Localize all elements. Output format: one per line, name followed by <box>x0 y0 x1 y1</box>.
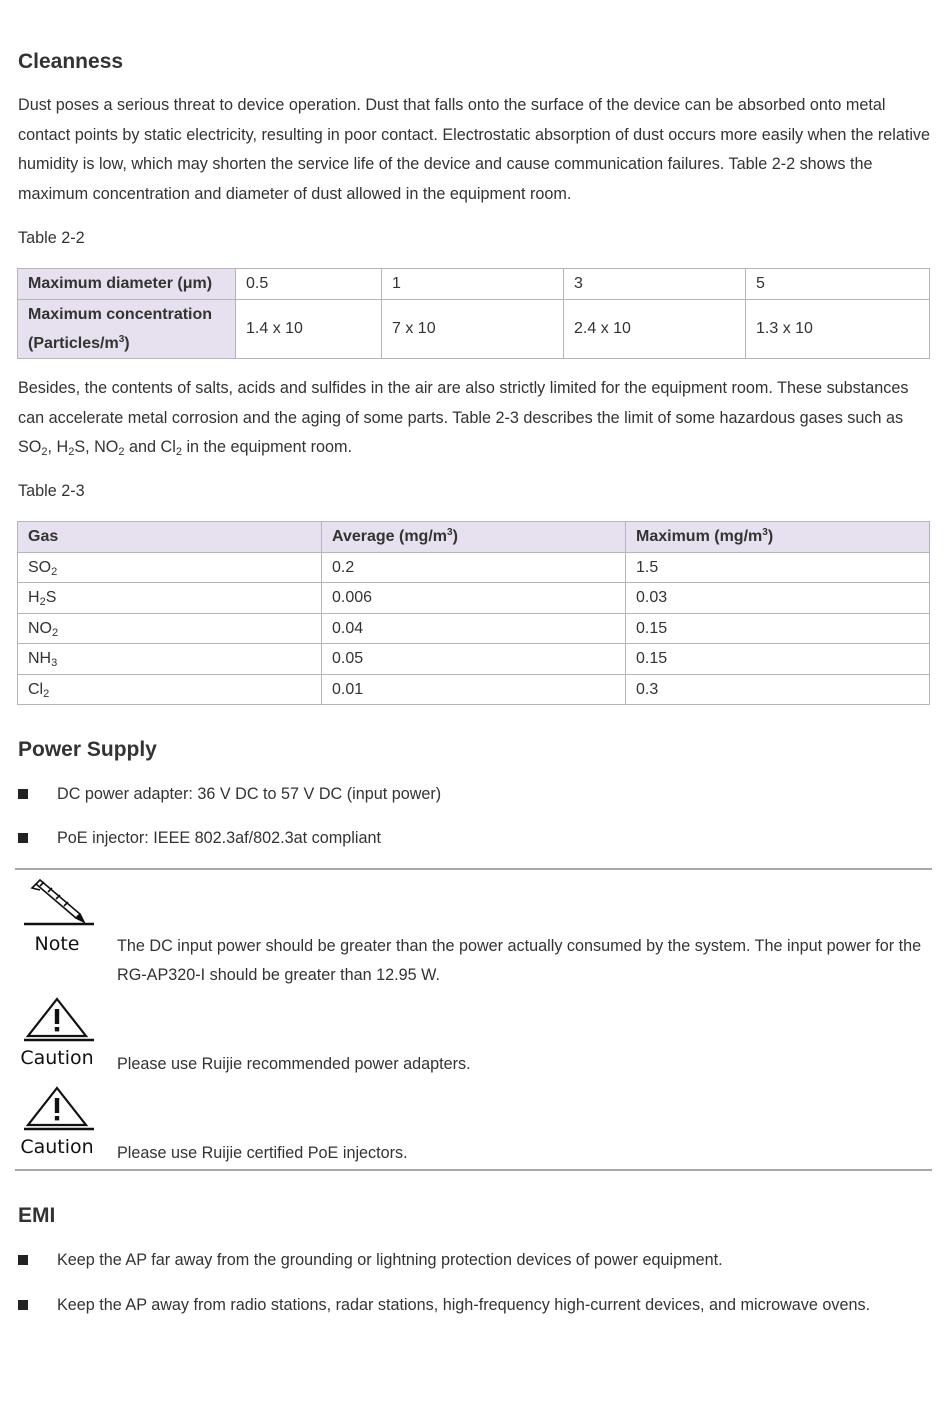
section-heading-cleanness: Cleanness <box>18 50 124 73</box>
subscript: 2 <box>68 446 75 459</box>
header-line-2-end: ) <box>124 335 130 352</box>
header-text: Average (mg/m <box>332 528 447 545</box>
table-cell: 0.3 <box>626 675 930 705</box>
list-item-text: Keep the AP away from radio stations, radar stations, high-frequency high-current devices, and microwave ovens. <box>57 1296 871 1314</box>
gas-name: SO <box>28 558 52 576</box>
caution-callout-icon <box>18 1085 96 1158</box>
section-heading-power-supply: Power Supply <box>18 738 157 761</box>
gas-suffix: S <box>45 589 57 606</box>
subscript: 3 <box>51 657 58 669</box>
table-cell: 1 <box>382 269 564 300</box>
table-cell: 0.2 <box>322 553 626 583</box>
table-cell: 1.4 x 10 <box>236 300 382 359</box>
note-callout-icon <box>18 878 96 955</box>
table-cell: 0.01 <box>322 675 626 705</box>
table-row <box>18 644 930 675</box>
table-cell: 0.05 <box>322 644 626 675</box>
superscript: 3 <box>447 527 453 538</box>
section-heading-emi: EMI <box>18 1204 56 1227</box>
table-header-cell: Maximum diameter (μm) <box>18 269 236 300</box>
gas-name: NO <box>28 619 52 637</box>
table-row <box>18 300 930 359</box>
table-cell: 0.15 <box>626 644 930 675</box>
table-header-cell <box>322 522 626 553</box>
table-cell: 0.03 <box>626 583 930 614</box>
table-2-2-caption: Table 2-2 <box>18 229 85 247</box>
table-header-cell <box>626 522 930 553</box>
table-cell: 5 <box>746 269 930 300</box>
table-2-3 <box>17 521 930 705</box>
text-run: , H <box>47 438 69 457</box>
subscript: 2 <box>39 596 46 608</box>
header-line-2: (Particles/m <box>28 335 119 352</box>
table-header-cell <box>18 300 236 359</box>
caution-label: Caution <box>20 1136 94 1158</box>
subscript: 2 <box>52 626 59 639</box>
table-2-3-caption: Table 2-3 <box>18 482 85 500</box>
list-item-text: Keep the AP far away from the grounding or lightning protection devices of power equipment. <box>57 1251 723 1269</box>
gas-cell <box>18 553 322 583</box>
caution-label: Caution <box>20 1047 94 1069</box>
subscript: 2 <box>41 446 48 459</box>
table-header-row <box>18 522 930 553</box>
square-bullet-icon <box>18 1255 28 1265</box>
table-header-cell: Gas <box>18 522 322 553</box>
table-cell: 1.5 <box>626 553 930 583</box>
caution-text-2: Please use Ruijie certified PoE injectors. <box>117 1144 408 1162</box>
text-run: and Cl <box>124 438 176 457</box>
table-row <box>18 675 930 705</box>
cleanness-paragraph-1: Dust poses a serious threat to device operation. Dust that falls onto the surface of the device can be absorbed onto metal contact points by static electricity, resulting in poor contact. Electrostatic absorption of dust occurs more easily when the relative humidity is low, which may shorten the service life of the device and cause communication failures. Table 2-2 shows the maximum concentration and diameter of dust allowed in the equipment room. <box>18 96 931 204</box>
caution-text-1: Please use Ruijie recommended power adapters. <box>117 1055 471 1073</box>
gas-cell <box>18 644 322 675</box>
square-bullet-icon <box>18 833 28 843</box>
note-label: Note <box>34 933 80 955</box>
list-item-text: PoE injector: IEEE 802.3af/802.3at compliant <box>57 829 381 847</box>
caution-callout-icon <box>18 996 96 1069</box>
table-cell: 0.5 <box>236 269 382 300</box>
warning-triangle-icon <box>18 996 96 1042</box>
table-row <box>18 614 930 644</box>
gas-cell <box>18 583 322 614</box>
table-cell: 0.006 <box>322 583 626 614</box>
table-row <box>18 553 930 583</box>
subscript: 2 <box>175 446 182 459</box>
table-cell: 7 x 10 <box>382 300 564 359</box>
gas-name: NH <box>28 650 52 667</box>
square-bullet-icon <box>18 1300 28 1310</box>
superscript: 3 <box>118 334 125 345</box>
list-item-text: DC power adapter: 36 V DC to 57 V DC (input power) <box>57 785 442 803</box>
table-row <box>18 269 930 300</box>
gas-cell <box>18 675 322 705</box>
subscript: 2 <box>118 446 125 459</box>
table-2-2 <box>17 268 930 359</box>
table-cell: 0.04 <box>322 614 626 644</box>
gas-name: Cl <box>28 680 44 698</box>
divider-bottom <box>15 1169 932 1171</box>
gas-cell <box>18 614 322 644</box>
table-row <box>18 583 930 614</box>
subscript: 2 <box>51 565 58 578</box>
text-run: S, NO <box>74 438 119 457</box>
pencil-icon <box>18 878 96 928</box>
warning-triangle-icon <box>18 1085 96 1131</box>
header-text-end: ) <box>767 528 774 545</box>
note-text: The DC input power should be greater than the power actually consumed by the system. The input power for the RG-AP320-I should be greater than 12.95 W. <box>117 937 922 984</box>
divider-top <box>15 868 932 870</box>
text-run: in the equipment room. <box>181 438 353 457</box>
table-cell: 0.15 <box>626 614 930 644</box>
header-text: Maximum (mg/m <box>636 528 763 545</box>
header-text-end: ) <box>452 528 458 545</box>
table-cell: 1.3 x 10 <box>746 300 930 359</box>
superscript: 3 <box>762 527 768 538</box>
table-cell: 3 <box>564 269 746 300</box>
table-cell: 2.4 x 10 <box>564 300 746 359</box>
subscript: 2 <box>43 687 50 700</box>
cleanness-paragraph-2 <box>18 374 933 463</box>
gas-name: H <box>28 589 40 606</box>
header-line-1: Maximum concentration <box>28 306 213 323</box>
square-bullet-icon <box>18 789 28 799</box>
text-run: Besides, the contents of salts, acids and sulfides in the air are also strictly limited for the equipment room. These substances can accelerate metal corrosion and the aging of some parts. Table 2-3 describes the limit of some hazardous gases such as SO <box>18 379 909 457</box>
